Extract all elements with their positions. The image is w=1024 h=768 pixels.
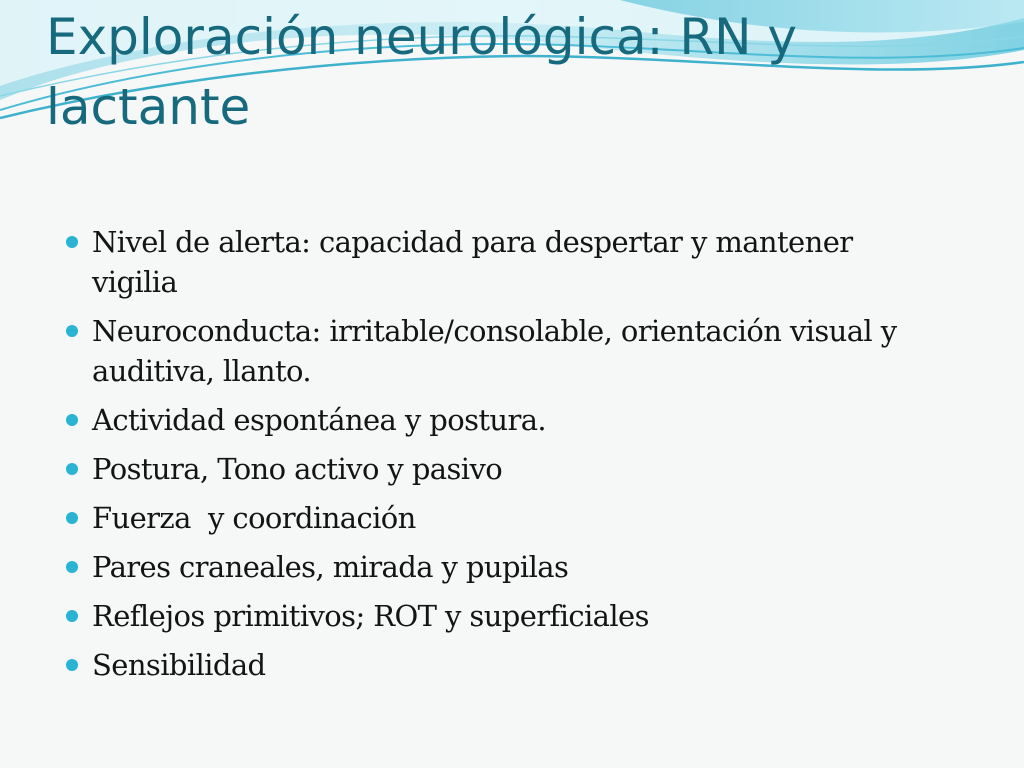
bullet-text: Reflejos primitivos; ROT y superficiales (92, 599, 649, 633)
bullet-dot-icon (66, 659, 78, 671)
bullet-dot-icon (66, 610, 78, 622)
list-item (64, 311, 944, 391)
bullet-text: Nivel de alerta: capacidad para despertar y mantener vigilia (92, 225, 862, 299)
bullet-dot-icon (66, 325, 78, 337)
bullet-dot-icon (66, 463, 78, 475)
bullet-dot-icon (66, 236, 78, 248)
bullet-dot-icon (66, 512, 78, 524)
bullet-list (64, 222, 944, 694)
bullet-text: Fuerza y coordinación (92, 501, 416, 535)
slide-title: Exploración neurológica: RN y lactante (46, 8, 797, 136)
bullet-text: Sensibilidad (92, 648, 266, 682)
bullet-text: Neuroconducta: irritable/consolable, orientación visual y auditiva, llanto. (92, 314, 906, 388)
list-item (64, 498, 944, 538)
list-item (64, 449, 944, 489)
list-item (64, 547, 944, 587)
bullet-dot-icon (66, 414, 78, 426)
list-item (64, 400, 944, 440)
bullet-text: Postura, Tono activo y pasivo (92, 452, 503, 486)
list-item (64, 596, 944, 636)
bullet-dot-icon (66, 561, 78, 573)
list-item (64, 645, 944, 685)
list-item (64, 222, 944, 302)
bullet-text: Actividad espontánea y postura. (92, 403, 547, 437)
bullet-text: Pares craneales, mirada y pupilas (92, 550, 569, 584)
